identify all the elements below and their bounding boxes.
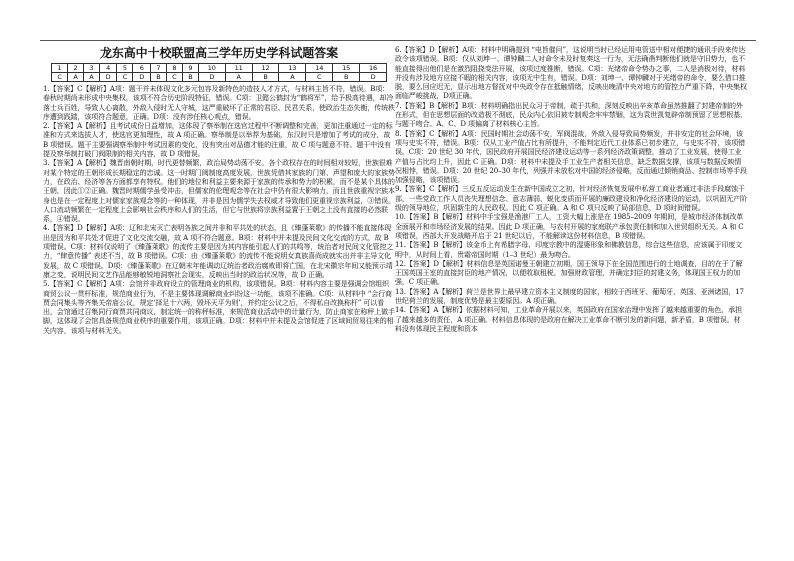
- answer-number: 13: [279, 64, 306, 73]
- answer-number: 9: [182, 64, 198, 73]
- answer-letter: D: [133, 73, 150, 82]
- answer-letter: C: [52, 73, 68, 82]
- answer-explanation-q7: 7.【答案】B【解析】B项：材料明确指出民众习于帝制，疏于共和，深刻反映出辛亥革命虽然推翻了封建帝制的外在形式，但在思想层面的改造极不彻底，民众内心依旧被专制观念牢牢禁锢，这为袁世凯复辟帝制预留了思想根基，与题干吻合。A、C、D 项偏离了材料核心主旨。: [395, 101, 747, 129]
- answer-number: 10: [198, 64, 225, 73]
- answer-letter: A: [279, 73, 306, 82]
- answer-letter: A: [68, 73, 84, 82]
- answer-number: 4: [99, 64, 116, 73]
- answer-letter: C: [306, 73, 333, 82]
- answer-number: 6: [133, 64, 150, 73]
- answer-letter: D: [198, 73, 225, 82]
- answer-table: [51, 63, 387, 82]
- answer-number: 14: [306, 64, 333, 73]
- answer-number: 3: [84, 64, 100, 73]
- answer-explanation-q3: 3.【答案】A【解析】魏晋南朝时期，时代更替频繁，政治局势动荡不安。各个政权存在的时间相对较短，世族很难对某个特定的王朝形成长期稳定的忠诚。这一时期门阀制度高度发展，世族凭借其家族的门第、声望和庞大的家族势力，在政治、经济等各方面都享有特权。他们的地位和利益主要来源于家族的传承和势力的积累，而不是某个具体的王朝，因此①②正确。魏晋时期儒学虽受冲击，但儒家的伦理观念等在社会中仍有很大影响力，而且世族重视宗族本身也是在一定程度上对儒家家族观念等的一种体现，并非是因为儒学失去权威才导致他们更重视宗族利益，③错误。人口流动频繁在一定程度上会影响社会秩序和人们的生活，但它与世族将宗族利益置于王朝之上没有直接的必然联系，④错误。: [43, 159, 395, 224]
- page-title: 龙东高中十校联盟高三学年历史学科试题答案: [99, 46, 338, 60]
- answer-letter: D: [99, 73, 116, 82]
- answer-number: 5: [117, 64, 133, 73]
- answer-letter: D: [360, 73, 387, 82]
- answer-letter: B: [252, 73, 279, 82]
- answer-explanation-q10: 10.【答案】B【解析】材料中手宝强是渔港厂工人，工资大幅上涨是在 1985–2009 年期间，是城市经济体制改革全面展开和市场经济发展的结果。因此 D 项正确，与农村开展的家庭联产承包责任制和加入世贸组织无关。A 和 C 项错误，西部大开发战略开启于 21 世纪以后，不能解读这份材料信息，B 项错误。: [395, 213, 744, 240]
- left-column: [43, 46, 395, 336]
- answer-explanation-q1: 1.【答案】C【解析】A项：题干并未体现文化多元包容及新特色的造技人才方式，与材料主旨不符，错误。B项：春秋时期尚未形成中央集权，该项不符合历史阶段特征，错误。C项：卫懿公鹤封为“鹤将军”，给予极高待遇，却冷落士兵百姓，导致人心离散，外敌入侵时无人守城，这严重破坏了正常的君臣、民君关系，使政治生态失衡，传统秩序遭到践踏，该项符合题意，正确。D项：没有涉任核心观点，错误。: [43, 85, 395, 121]
- answer-letter: B: [333, 73, 360, 82]
- answer-number: 2: [68, 64, 84, 73]
- answer-letter: C: [166, 73, 182, 82]
- answer-number: 11: [225, 64, 252, 73]
- answer-letter: C: [117, 73, 133, 82]
- answer-table-numbers-row: [52, 64, 387, 73]
- answer-number: 7: [150, 64, 166, 73]
- answer-letter: A: [225, 73, 252, 82]
- answer-explanation-q5: 5.【答案】C【解析】A项：会馆并非政府设立的管理商业的机构，该项错误。B项：材料内容主要是强调会馆组织商贸公议一贯杆标准，规范商业行为，不是主要体现调解商业纠纷这一功能，该项不准确。C项：从材料中 “会行商贾会同集头等齐集关帝庙公议，规定‘择足十六两，毁坏天平为则’，并约定公议之后，不得私自改换称杆” 可以看出，会馆通过召集同行商贾共同商议，制定统一的称秤标准，来规范商业活动中的计量行为，防止商家在称秤上做手脚，这体现了会馆具备规范商业秩序的重要作用，该项正确。D项：材料中并未提及会馆促进了区域间贸易往来的相关内容，该项与材料无关。: [43, 280, 395, 335]
- answer-explanation-q12: 12.【答案】D【解析】材料信息是英国诺曼王朝建立初期，国王领导下在全国范围进行的土地调查，目的在于了解王国英国王室的直接封臣的地产情况，以便收取租税，加强财政管理，并确定封臣的封建义务，体现国王权力的加强，C 项正确。: [395, 259, 743, 287]
- answer-explanation-q8: 8.【答案】C【解析】A项：民国时期社会动荡不安，军阀混战，外敌入侵导致局势频发，并非安定的社会环境，该项与史实不符，错误。B项：仅从工业产值占比有所提升，不能判定近代工业体系已初步建立，与史实不符，该项错误。C项：20 世纪 30 年代，国民政府开展国民经济建设运动等一系列经济政策调整，推动了工业发展，使得工业产值与占比均上升，因此 C 正确。D项：材料中未提及手工业生产者相关信息，缺乏数据支撑，该项与数据反映情况相悖，错误。D项：20 世纪 20–30 年代，列强并未放松对中国的经济侵略，反而通过倾销商品、控制市场等手段加强侵略，该项错误。: [395, 129, 747, 185]
- answer-table-letters-row: [52, 73, 387, 82]
- answer-explanation-q11: 11.【答案】B【解析】该金币上有希腊字母、印度宗教中的湿婆形象和佛教信息，综合这些信息，应该属于印度文明中，从时间上看，贵霜帝国时期（1–3 世纪）最为吻合。: [395, 241, 743, 259]
- answer-explanation-q13: 13.【答案】A【解析】荷兰是世界上最早建立资本主义制度的国家，相较于西班牙、葡萄牙、英国、亚洲诸国，17 世纪荷兰的发展，制度优势是最主要原因。A 项正确。: [395, 287, 744, 306]
- answer-explanation-q9: 9.【答案】C【解析】三反五反运动发生在新中国成立之初，针对经济恢复发展中私营工商业者通过非法手段腐蚀干部，一些党政工作人员丧失理想信念、意志薄弱、蜕化变质而开展的廉政建设和净化经济建设的运动，以巩固无产阶级的领导地位，巩固新生的人民政权。因此 C 项正确。A 和 C 项只反映了局部信息，D 项时间错误。: [395, 185, 747, 213]
- answer-number: 16: [360, 64, 387, 73]
- answer-letter: B: [182, 73, 198, 82]
- answer-number: 8: [166, 64, 182, 73]
- answer-number: 15: [333, 64, 360, 73]
- answer-letter: A: [84, 73, 100, 82]
- answer-number: 12: [252, 64, 279, 73]
- answer-explanation-q6: 6.【答案】D【解析】A项：材料中明确提到 “电旨催问”，这说明当时已经运用电管送中相对便捷的通讯手段来传达政令该项错误。B项：仅从刘坤一、谭钟麟二人对命令未及时复奏这一行为，无法确凿判断他们就是守旧势力，也不能直接得出他们是在激烈阻挠变法开展，该项过度推断，错误。C项：光绪帝命令势办之事，二人是消极对待，材料并没有涉及地方应接不暇的相关内容，该项无中生有，错误。D项：刘坤一、谭钟麟对于光绪帝的命令，要么借口推脱，要么回应迟无，显示出地方督抚对中央政令存在抵触情绪，反映出晚清中央对地方的管控力严重下降，中央集权面临严峻挑战，D项正确。: [395, 46, 747, 101]
- answer-explanation-q4: 4.【答案】D【解析】A项：辽和北宋灭亡表明各族之间并非和平共处的状态，且《臻蓬莱歌》的传播不能直接体现出是因为和平共处才促进了文化交流交融，故 A 项不符合题意。B项：材料中并未提及民间文化交流的方式，故 B 项错误。C项：材料仅说明了《臻蓬莱歌》的流传主要是因为其内容能引起人们的共鸣等，统治者对民间文化管控之力，“肆意传播” 表述不当，故 B 项错误。C项：由《臻蓬莱歌》的流传不能说明女真族喜尚成就实出并非主导文化发展，故 C 项错误。D项：《臻蓬莱歌》在辽朝末年能调动辽统治者政治腐败即将亡国，在北宋徽宗年间又能预示靖康之变，说明民间文艺作品能够敏锐地洞察社会现实，反映出当时的政治状况等，故 D 正确。: [43, 224, 394, 279]
- answer-explanation-q14: 14.【答案】A【解析】依据材料可知，工业革命开展以来，英国政府在国家治理中发挥了越来越重要的角色，承担了越来越多的责任，A 项正确。材料信息体现的是政府在解决工业革命不断引发的新问题，新矛盾，B 项错误。材料没有体现民主程度和资本: [395, 306, 742, 333]
- right-column: [395, 46, 747, 334]
- top-rule: [40, 40, 756, 41]
- answer-explanation-q2: 2.【答案】A【解析】且考试成份日益增加，这体现了察举制在选官过程中不断调整和完善，更加注重通过一定的标准和方式来选拔人才，使选官更加理性，故 A 项正确。察举制是以举荐为基础，东汉时只是增加了考试的成分，故 B 项错误。题干主要强调察举制中考试因素的变化，没有突出对品德才能的注重，故 C 项与题意不符。题干中没有提及察举制打破门阀限制的相关内容，故 D 项错误。: [43, 122, 393, 159]
- answer-number: 1: [52, 64, 68, 73]
- answer-letter: B: [150, 73, 166, 82]
